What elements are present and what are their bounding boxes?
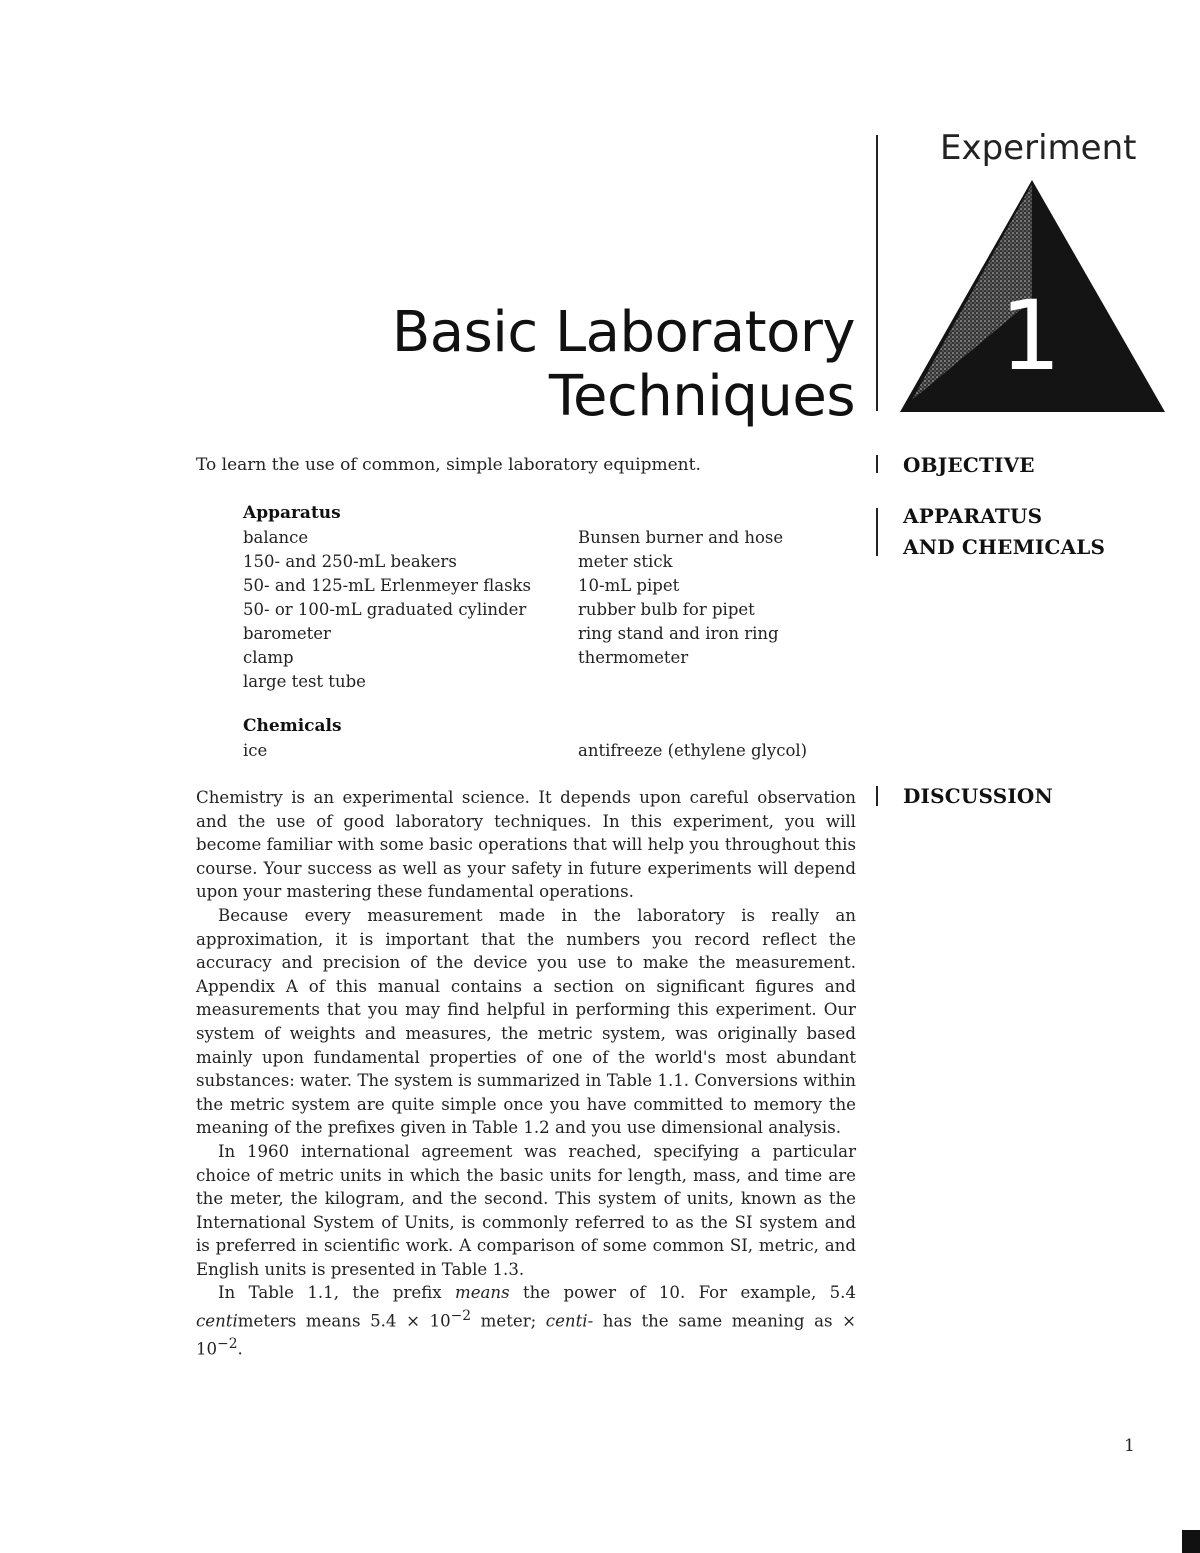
apparatus-item: barometer [243,624,331,643]
text-run: has the same meaning as × 10 [196,1311,856,1359]
page-title-line-2: Techniques [548,364,855,429]
discussion-body [196,786,856,1361]
apparatus-list-left [243,526,531,694]
apparatus-item: rubber bulb for pipet [578,600,755,619]
apparatus-item: balance [243,528,309,547]
emphasis-centi-prefix: centi- [545,1311,594,1331]
discussion-heading: DISCUSSION [903,784,1054,808]
text-run: the power of 10. For example, 5.4 [509,1283,856,1303]
apparatus-item: Bunsen burner and hose [578,528,784,547]
discussion-paragraph: Chemistry is an experimental science. It depends upon careful observation and the use of good laboratory techniques. In this experiment, you will become familiar with some basic operations that will help you throughout this course. Your success as well as your safety in future experiments will depend upon your mastering these fundamental operations. [196,788,856,902]
objective-rule [876,455,878,473]
corner-registration-mark [1182,1530,1200,1553]
apparatus-heading-line-2: AND CHEMICALS [903,535,1106,559]
page-title-line-1: Basic Laboratory [391,300,855,365]
text-run: In Table 1.1, the prefix [218,1283,455,1303]
chemical-item-ice: ice [243,741,268,760]
exponent: −2 [450,1308,472,1325]
experiment-label: Experiment [940,128,1137,168]
apparatus-item: ring stand and iron ring [578,624,779,643]
apparatus-list-right [578,526,783,670]
apparatus-rule [876,508,878,556]
apparatus-item: 10-mL pipet [578,576,680,595]
exponent: −2 [217,1336,238,1353]
apparatus-item: clamp [243,648,294,667]
apparatus-subheading: Apparatus [243,503,341,523]
emphasis-means: means [454,1283,510,1303]
text-run: meter; [471,1311,546,1331]
apparatus-item: thermometer [578,648,689,667]
chemical-item-antifreeze: antifreeze (ethylene glycol) [578,741,808,760]
apparatus-item: 150- and 250-mL beakers [243,552,457,571]
discussion-paragraph: In 1960 international agreement was reached, specifying a particular choice of metric units in which the basic units for length, mass, and time are the meter, the kilogram, and the second. This system of units, known as the International System of Units, is commonly referred to as the SI system and is preferred in scientific work. A comparison of some common SI, metric, and English units is presented in Table 1.3. [196,1141,856,1279]
apparatus-item: meter stick [578,552,673,571]
apparatus-item: 50- and 125-mL Erlenmeyer flasks [243,576,532,595]
chemicals-subheading: Chemicals [243,716,342,736]
objective-heading: OBJECTIVE [903,453,1035,477]
discussion-paragraph [196,1281,856,1361]
apparatus-item: large test tube [243,672,366,691]
emphasis-centi: centi [196,1311,238,1331]
text-run: . [237,1339,243,1359]
objective-text: To learn the use of common, simple laboratory equipment. [196,455,701,475]
experiment-number: 1 [1000,280,1062,392]
page-number: 1 [1124,1436,1135,1456]
apparatus-heading-line-1: APPARATUS [903,504,1043,528]
apparatus-item: 50- or 100-mL graduated cylinder [243,600,527,619]
discussion-rule [876,786,878,806]
title-divider-rule [876,135,878,411]
text-run: meters means 5.4 × 10 [237,1311,451,1331]
discussion-paragraph: Because every measurement made in the laboratory is really an approximation, it is important that the numbers you record reflect the accuracy and precision of the device you use to make the measurement. Appendix A of this manual contains a section on significant figures and measurements that you may find helpful in performing this experiment. Our system of weights and measures, the metric system, was originally based mainly upon fundamental properties of one of the world's most abundant substances: water. The system is summarized in Table 1.1. Conversions within the metric system are quite simple once you have committed to memory the meaning of the prefixes given in Table 1.2 and you use dimensional analysis. [196,905,856,1138]
